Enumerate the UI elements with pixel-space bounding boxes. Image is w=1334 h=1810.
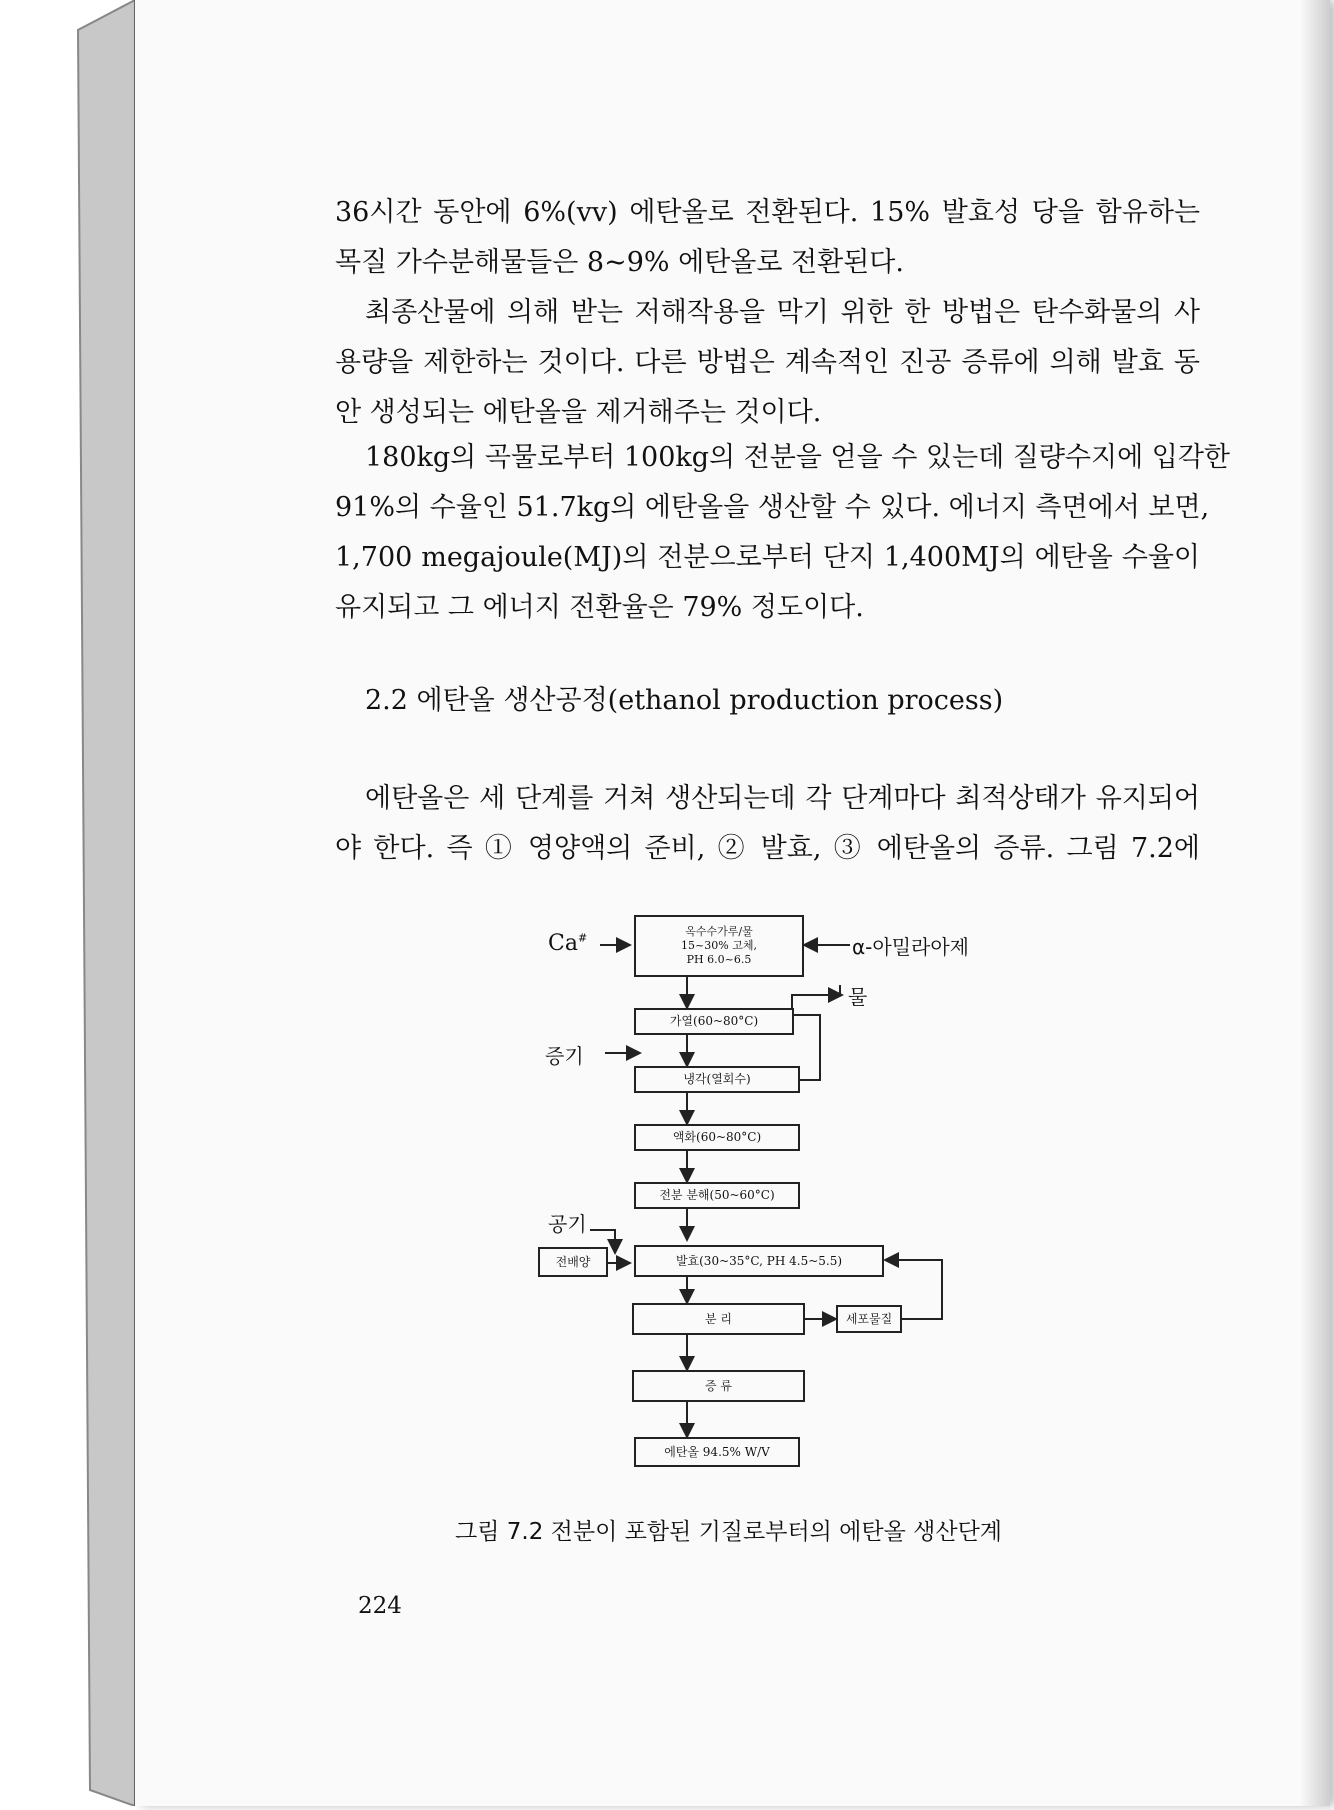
step-slurry-box: 옥수수가루/물 15~30% 고체, PH 6.0~6.5	[634, 915, 804, 977]
step-distillation-box: 증 류	[632, 1370, 805, 1402]
paragraph-1	[335, 188, 1200, 288]
step-heating-box: 가열(60~80°C)	[634, 1008, 794, 1035]
text-line: 최종산물에 의해 받는 저해작용을 막기 위한 한 방법은 탄수화물의 사	[365, 297, 1200, 328]
text-line: 야 한다. 즉 ① 영양액의 준비, ② 발효, ③ 에탄올의 증류. 그림 7.2에	[335, 833, 1200, 864]
calcium-text: Ca	[548, 931, 578, 956]
text-line: 유지되고 그 에너지 전환율은 79% 정도이다.	[335, 592, 864, 623]
step-cooling-box: 냉각(열회수)	[634, 1066, 800, 1093]
text-line: 36시간 동안에 6%(vv) 에탄올로 전환된다. 15% 발효성 당을 함유하는	[335, 197, 1200, 228]
page-number: 224	[358, 1593, 402, 1619]
cell-material-box: 세포물질	[836, 1305, 902, 1333]
step-liquefaction-box: 액화(60~80°C)	[634, 1124, 800, 1151]
calcium-superscript: #	[577, 931, 588, 945]
paragraph-2	[335, 288, 1200, 438]
text-line: 180kg의 곡물로부터 100kg의 전분을 얻을 수 있는데 질량수지에 입각한	[365, 442, 1230, 473]
water-label: 물	[848, 985, 868, 1009]
amylase-label: α-아밀라아제	[852, 935, 970, 959]
page-edge-shadow	[1300, 0, 1330, 1806]
step-separation-box: 분 리	[632, 1303, 805, 1335]
paragraph-3	[335, 433, 1230, 633]
section-heading: 2.2 에탄올 생산공정(ethanol production process)	[365, 685, 1004, 716]
text-line: 안 생성되는 에탄올을 제거해주는 것이다.	[335, 397, 822, 428]
seed-culture-box: 전배양	[538, 1247, 608, 1277]
step-saccharification-box: 전분 분해(50~60°C)	[634, 1182, 800, 1209]
steam-label: 증기	[545, 1044, 584, 1068]
text-line: 91%의 수율인 51.7kg의 에탄올을 생산할 수 있다. 에너지 측면에서 보면,	[335, 492, 1210, 523]
text-line: 1,700 megajoule(MJ)의 전분으로부터 단지 1,400MJ의 에탄올 수율이	[335, 542, 1200, 573]
figure-caption: 그림 7.2 전분이 포함된 기질로부터의 에탄올 생산단계	[455, 1519, 1003, 1545]
paragraph-4	[335, 774, 1200, 874]
text-line: 에탄올은 세 단계를 거쳐 생산되는데 각 단계마다 최적상태가 유지되어	[365, 783, 1200, 814]
step-fermentation-box: 발효(30~35°C, PH 4.5~5.5)	[634, 1245, 884, 1277]
calcium-label	[548, 931, 587, 956]
process-flow-diagram	[530, 905, 1030, 1475]
step-ethanol-output-box: 에탄올 94.5% W/V	[634, 1437, 800, 1467]
air-label: 공기	[548, 1212, 587, 1236]
text-line: 목질 가수분해물들은 8~9% 에탄올로 전환된다.	[335, 247, 904, 278]
text-line: 용량을 제한하는 것이다. 다른 방법은 계속적인 진공 증류에 의해 발효 동	[335, 347, 1200, 378]
